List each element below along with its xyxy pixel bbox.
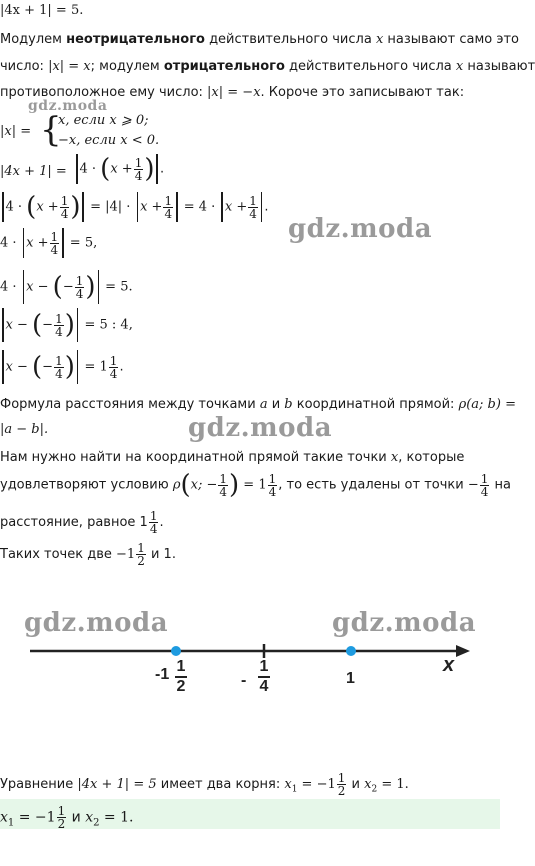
denominator: 2	[176, 678, 186, 695]
math-text: = 1.	[99, 809, 134, 826]
math-lhs: |4x + 1| =	[0, 164, 67, 179]
subscript: 2	[93, 817, 100, 829]
denominator: 4	[268, 484, 277, 499]
math-text: .	[264, 199, 269, 215]
text-fragment: противоположное ему число:	[0, 85, 208, 100]
math-var: x	[390, 450, 399, 465]
point-minus-one-and-half	[171, 646, 181, 656]
subscript: 1	[291, 784, 298, 795]
paren-open: (	[180, 470, 191, 500]
math-text: x −	[26, 279, 53, 295]
paragraph-two-points	[0, 542, 176, 572]
text-fragment: действительного числа	[284, 59, 456, 74]
math-var: x	[455, 59, 464, 74]
fraction-one-quarter	[268, 473, 278, 498]
abs-bar	[77, 350, 79, 384]
paren-open: (	[32, 352, 43, 382]
math-text: .	[119, 359, 124, 375]
label-quarter-fraction	[258, 658, 270, 696]
number-line-figure	[0, 600, 500, 710]
system-case-1: x, если x ⩾ 0;	[58, 113, 149, 128]
brace-icon: {	[40, 110, 62, 150]
abs-bar	[76, 154, 78, 184]
numerator: 1	[149, 509, 158, 523]
numerator: 1	[55, 353, 63, 368]
watermark: gdz.moda	[24, 608, 169, 638]
denominator: 4	[55, 324, 63, 339]
label-minus-one: -1	[155, 666, 170, 683]
paragraph-distance-formula-line1	[0, 396, 516, 414]
axis-label-x: x	[443, 654, 455, 676]
text-fragment: Таких точек две	[0, 547, 117, 562]
text-fragment: Уравнение	[0, 777, 78, 792]
math-text: −	[42, 359, 54, 375]
paren-open: (	[26, 192, 37, 222]
denominator: 4	[60, 206, 69, 221]
denominator: 4	[50, 242, 59, 257]
numerator: 1	[164, 193, 173, 208]
math-text: = 5 : 4,	[80, 317, 133, 333]
math-var: ρ	[172, 477, 181, 493]
numerator: 1	[268, 471, 277, 486]
math-text: = 1	[239, 477, 267, 493]
numerator: 1	[480, 471, 489, 486]
text-fragment: и 1.	[146, 547, 176, 562]
math-var: b	[284, 397, 293, 412]
fraction-one-quarter	[248, 195, 258, 220]
abs-bar	[82, 192, 84, 222]
abs-bar	[261, 192, 263, 222]
math-inline: ρ(a; b) =	[458, 397, 516, 412]
abs-bar	[137, 192, 139, 222]
math-text: 4 ·	[0, 235, 21, 251]
math-inline: |a − b|.	[0, 422, 49, 437]
fraction-one-quarter	[218, 473, 228, 498]
fraction-one-quarter	[163, 195, 173, 220]
abs-bar	[156, 154, 158, 184]
text-fragment: , то есть удалены от точки	[278, 477, 468, 493]
paragraph-condition-line2	[0, 472, 511, 510]
math-text: x +	[26, 235, 49, 251]
denominator: 4	[109, 366, 118, 381]
fraction-one-half	[337, 772, 347, 797]
abs-bar	[23, 270, 25, 304]
text-fragment: удовлетворяют условию	[0, 477, 173, 493]
subscript: 2	[371, 784, 378, 795]
label-one: 1	[346, 670, 355, 687]
numerator: 1	[219, 471, 228, 486]
text-fragment: Формула расстояния между точками	[0, 397, 260, 412]
text-fragment: на	[490, 477, 511, 493]
subscript: 1	[7, 817, 15, 829]
watermark: gdz.moda	[188, 413, 333, 443]
equation-step-5	[0, 308, 133, 348]
text-fragment: координатной прямой:	[292, 397, 459, 412]
paragraph-condition-line3	[0, 510, 164, 540]
numerator: 1	[249, 193, 257, 208]
abs-bar	[2, 308, 4, 342]
abs-bar	[2, 350, 4, 384]
paren-close: )	[64, 352, 75, 382]
paren-open: (	[100, 154, 111, 184]
math-text: = −1	[297, 777, 336, 792]
text-fragment: называют	[463, 59, 535, 74]
denominator: 4	[480, 484, 489, 499]
math-inline: |4x + 1| = 5	[77, 777, 157, 792]
text-fragment: .	[159, 515, 164, 530]
numerator: 1	[137, 541, 145, 555]
math-text: 4 ·	[5, 199, 27, 215]
denominator: 4	[55, 366, 63, 381]
math-text: −	[467, 477, 479, 493]
math-var: x	[375, 32, 384, 47]
math-var: x	[364, 777, 372, 792]
denominator: 4	[134, 168, 143, 183]
text-fragment: называют само это	[383, 32, 520, 47]
numerator: 1	[134, 155, 143, 170]
numerator: 1	[55, 311, 63, 326]
fraction-one-half	[57, 805, 67, 830]
paren-close: )	[229, 470, 240, 500]
math-text: 4 ·	[79, 161, 101, 177]
paren-close: )	[85, 272, 96, 302]
math-text: 4 ·	[0, 279, 21, 295]
equation-initial	[0, 2, 83, 20]
fraction-one-quarter	[50, 231, 60, 256]
abs-bar	[77, 308, 79, 342]
math-text: x +	[36, 199, 59, 215]
abs-bar	[176, 192, 178, 222]
numerator: 1	[57, 804, 66, 818]
math-abs-expr	[74, 154, 164, 184]
denominator: 4	[149, 522, 158, 536]
math-var: a	[259, 397, 268, 412]
equation-text: |4x + 1| = 5.	[0, 3, 84, 18]
equation-step-3	[0, 228, 97, 264]
paragraph-conclusion	[0, 772, 409, 798]
text-fragment: ; модулем	[90, 59, 164, 74]
denominator: 4	[249, 206, 257, 221]
text-fragment: расстояние, равное 1	[0, 515, 148, 530]
paren-open: (	[52, 272, 63, 302]
math-text: −	[62, 279, 74, 295]
system-lhs: |x| =	[0, 124, 32, 139]
number-line-svg	[0, 600, 500, 710]
math-var: x	[0, 809, 8, 826]
text-fragment: . Короче это записывают так:	[260, 85, 465, 100]
fraction-one-quarter	[54, 355, 64, 380]
answer-text	[0, 805, 133, 832]
denominator: 4	[75, 286, 84, 301]
paragraph-definition-line1	[0, 31, 519, 49]
system-case-2: −x, если x < 0.	[58, 133, 160, 148]
watermark: gdz.moda	[332, 608, 477, 638]
paren-close: )	[64, 310, 75, 340]
math-text: x +	[224, 199, 248, 215]
paren-open: (	[32, 310, 43, 340]
math-text: x −	[5, 359, 32, 375]
fraction-one-quarter	[54, 313, 64, 338]
math-text: = 1.	[377, 777, 409, 792]
label-minus-sign: -	[241, 672, 247, 689]
abs-bar	[2, 192, 4, 222]
abs-bar	[23, 228, 25, 258]
text-fragment: Модулем	[0, 32, 67, 47]
math-text: = 5,	[65, 235, 98, 251]
text-fragment: , которые	[398, 450, 465, 465]
numerator: 1	[258, 658, 270, 678]
paragraph-distance-formula-line2	[0, 421, 48, 439]
denominator: 4	[164, 206, 173, 221]
denominator: 2	[337, 784, 346, 798]
fraction-one-quarter	[75, 275, 85, 300]
text-fragment: и	[267, 397, 285, 412]
paren-close: )	[144, 154, 155, 184]
math-text: .	[159, 161, 165, 177]
numerator: 1	[337, 771, 346, 785]
paren-close: )	[70, 192, 81, 222]
paragraph-definition-line2	[0, 58, 535, 76]
fraction-one-quarter	[149, 510, 159, 535]
math-text: = 4 ·	[179, 199, 220, 215]
fraction-one-quarter	[134, 157, 144, 182]
text-fragment: действительного числа	[204, 32, 376, 47]
math-text: = |4| ·	[85, 199, 135, 215]
math-text: x; −	[190, 477, 218, 493]
numerator: 1	[60, 193, 69, 208]
watermark: gdz.moda	[28, 98, 108, 114]
point-one	[346, 646, 356, 656]
math-text: x +	[110, 161, 133, 177]
equation-step-6	[0, 350, 124, 390]
math-text: x −	[5, 317, 32, 333]
bold-term-nonnegative: неотрицательного	[66, 32, 205, 47]
answer-box	[0, 799, 500, 829]
math-var: x	[284, 777, 292, 792]
math-inline: |x| = x	[48, 59, 91, 74]
paragraph-condition-line1	[0, 449, 464, 467]
text-fragment: и	[347, 777, 365, 792]
denominator: 4	[259, 678, 269, 695]
denominator: 4	[219, 484, 228, 499]
math-text: = 1	[80, 359, 108, 375]
fraction-one-quarter	[480, 473, 490, 498]
math-var: x	[85, 809, 94, 826]
fraction-one-half	[136, 542, 146, 567]
math-text: −	[42, 317, 54, 333]
numerator: 1	[75, 273, 84, 288]
math-text: = 5.	[101, 279, 133, 295]
watermark: gdz.moda	[288, 214, 433, 244]
abs-bar	[62, 228, 64, 258]
math-text: x +	[140, 199, 163, 215]
numerator: 1	[50, 229, 59, 244]
abs-bar	[98, 270, 100, 304]
math-text: −1	[116, 547, 136, 562]
axis-arrow-icon	[456, 645, 470, 657]
text-fragment: имеет два корня:	[156, 777, 285, 792]
equation-step-4	[0, 270, 133, 310]
text-fragment: и	[67, 809, 86, 826]
math-inline: |x| = −x	[207, 85, 261, 100]
bold-term-negative: отрицательного	[163, 59, 285, 74]
text-fragment: Нам нужно найти на координатной прямой такие точки	[0, 450, 391, 465]
equation-step-2	[0, 192, 269, 228]
denominator: 2	[57, 817, 66, 831]
numerator: 1	[175, 658, 187, 678]
abs-bar	[221, 192, 223, 222]
fraction-one-quarter	[109, 355, 119, 380]
text-fragment: число:	[0, 59, 49, 74]
label-half-fraction	[175, 658, 187, 696]
denominator: 2	[137, 554, 145, 568]
math-text: = −1	[14, 809, 56, 826]
numerator: 1	[109, 353, 118, 368]
fraction-one-quarter	[60, 195, 70, 220]
